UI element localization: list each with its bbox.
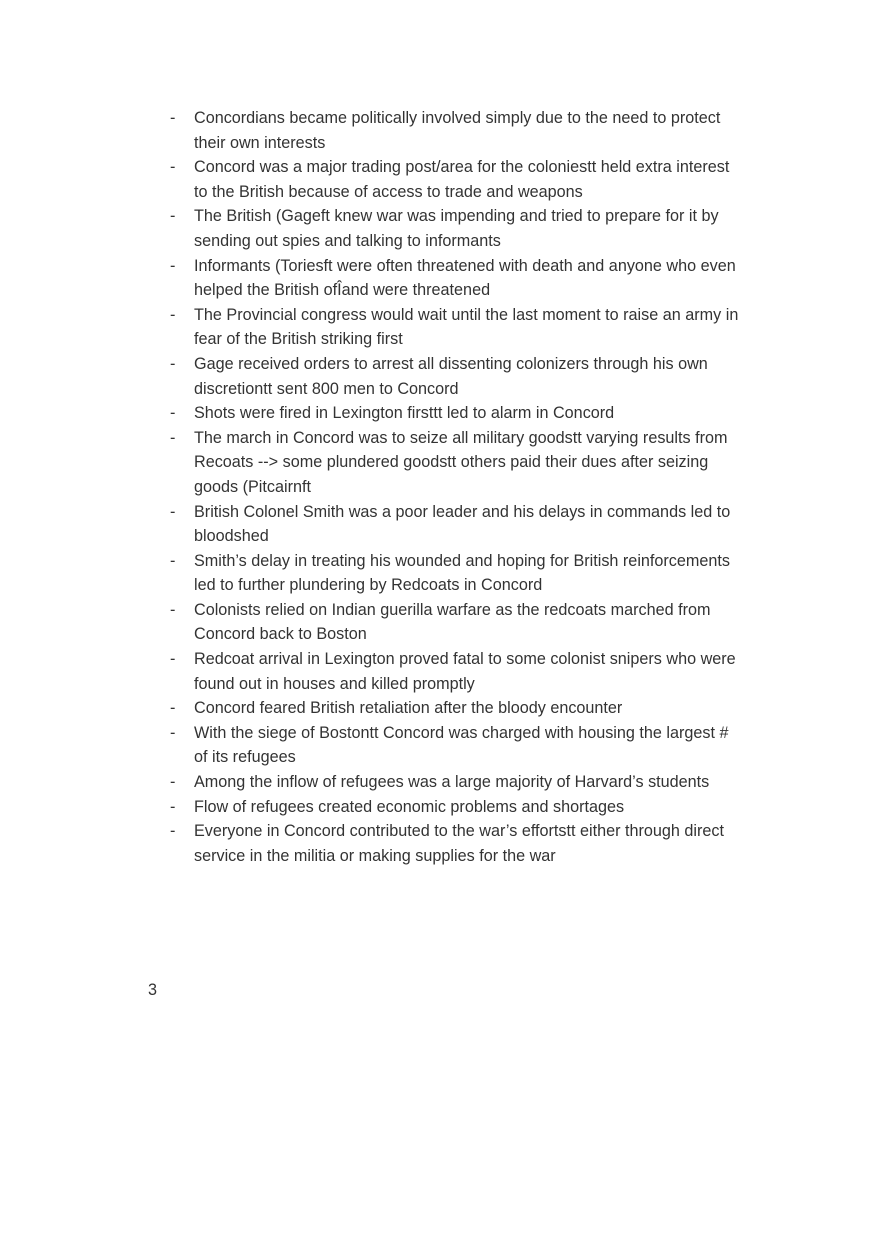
bullet-marker: - (170, 723, 176, 742)
bullet-marker: - (170, 305, 176, 324)
list-item (168, 155, 743, 204)
list-item-text: Concord was a major trading post/area for the coloniestt held extra interest to the British because of access to trade and weapons (194, 158, 730, 201)
list-item (168, 500, 743, 549)
list-item-text: The British (Gageft knew war was impending and tried to prepare for it by sending out spies and talking to informants (194, 207, 719, 250)
list-item (168, 426, 743, 500)
bullet-marker: - (170, 600, 176, 619)
list-item (168, 795, 743, 820)
list-item (168, 401, 743, 426)
list-item-text: Informants (Toriesft were often threatened with death and anyone who even helped the British ofÎand were threatened (194, 256, 736, 300)
list-item-text: The march in Concord was to seize all military goodstt varying results from Recoats --> some plundered goodstt others paid their dues after seizing goods (Pitcairnft (194, 428, 728, 496)
list-item-text: Among the inflow of refugees was a large majority of Harvard’s students (194, 773, 710, 792)
list-item (168, 204, 743, 253)
bullet-marker: - (170, 207, 176, 226)
list-item (168, 819, 743, 868)
list-item-text: British Colonel Smith was a poor leader and his delays in commands led to bloodshed (194, 502, 731, 546)
list-item-text: Concordians became politically involved simply due to the need to protect their own interests (194, 109, 721, 152)
list-item (168, 254, 743, 303)
list-item (168, 106, 743, 155)
list-item-text: Smith’s delay in treating his wounded and hoping for British reinforcements led to further plundering by Redcoats in Concord (194, 551, 730, 595)
bullet-marker: - (170, 502, 176, 521)
list-item-text: Redcoat arrival in Lexington proved fatal to some colonist snipers who were found out in houses and killed promptly (194, 650, 736, 693)
bullet-list (168, 106, 743, 868)
list-item-text: Everyone in Concord contributed to the war’s effortstt either through direct service in the militia or making supplies for the war (194, 822, 724, 865)
list-item (168, 721, 743, 770)
bullet-marker: - (170, 797, 176, 816)
list-item-text: Concord feared British retaliation after the bloody encounter (194, 699, 623, 718)
bullet-marker: - (170, 650, 176, 669)
list-item-text: Flow of refugees created economic problems and shortages (194, 797, 625, 816)
bullet-marker: - (170, 354, 176, 373)
page-number: 3 (148, 981, 158, 999)
list-item-text: The Provincial congress would wait until the last moment to raise an army in fear of the British striking first (194, 305, 739, 349)
bullet-marker: - (170, 158, 176, 177)
list-item-text: Shots were fired in Lexington firsttt led to alarm in Concord (194, 404, 615, 423)
list-item (168, 647, 743, 696)
list-item-text: With the siege of Bostontt Concord was charged with housing the largest # of its refugees (194, 723, 729, 767)
bullet-marker: - (170, 773, 176, 792)
bullet-marker: - (170, 699, 176, 718)
bullet-marker: - (170, 109, 176, 127)
bullet-marker: - (170, 428, 176, 447)
bullet-marker: - (170, 404, 176, 423)
list-item-text: Colonists relied on Indian guerilla warfare as the redcoats marched from Concord back to Boston (194, 600, 711, 644)
list-item (168, 770, 743, 795)
list-item (168, 696, 743, 721)
bullet-marker: - (170, 256, 176, 275)
bullet-marker: - (170, 822, 176, 841)
list-item (168, 549, 743, 598)
bullet-marker: - (170, 551, 176, 570)
list-item-text: Gage received orders to arrest all dissenting colonizers through his own discretiontt sent 800 men to Concord (194, 354, 708, 398)
list-item (168, 598, 743, 647)
list-item (168, 352, 743, 401)
list-item (168, 303, 743, 352)
